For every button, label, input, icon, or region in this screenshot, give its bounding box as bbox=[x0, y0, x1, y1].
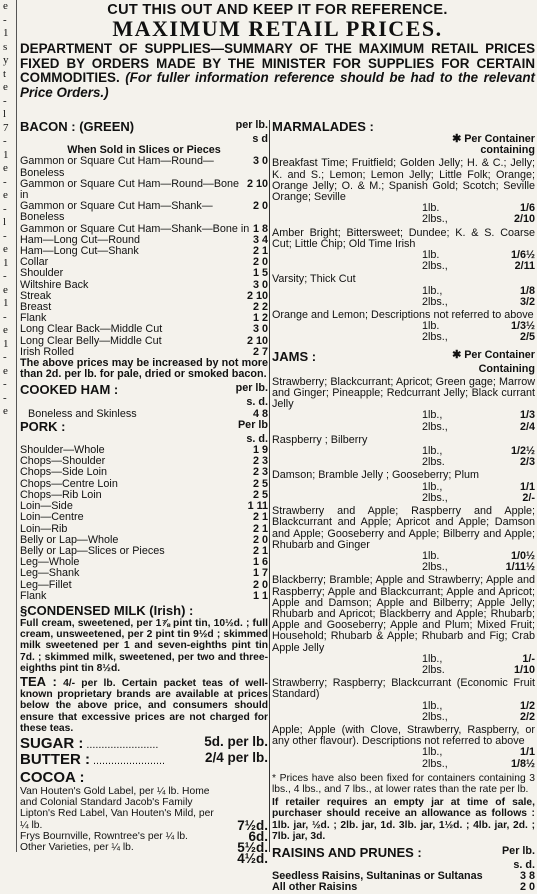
item-price: 2 5 bbox=[252, 488, 268, 501]
container-size-row bbox=[272, 297, 535, 308]
edge-letter: - bbox=[3, 94, 7, 107]
item-price: 2 3 bbox=[252, 466, 268, 479]
jams-list bbox=[272, 377, 535, 770]
item-name: Flank bbox=[20, 589, 47, 602]
jams-note-prices: * Prices have also been fixed for containers containing 3 lbs., 4 lbs., and 7 lbs., at lower rates than the rate per lb. bbox=[272, 772, 535, 795]
item-price: 1 8 bbox=[252, 222, 268, 235]
bacon-title: BACON : (GREEN) bbox=[20, 119, 135, 134]
item-name: Amber Bright; Bittersweet; Dundee; K. & S. Coarse Cut; Little Chip; Old Time Irish bbox=[272, 226, 535, 250]
item-name: Belly or Lap—Whole bbox=[20, 533, 119, 546]
marmalades-list bbox=[272, 158, 535, 343]
jams-header bbox=[272, 350, 535, 364]
item-name: Ham—Long Cut—Round bbox=[20, 233, 141, 246]
item-price: 2 0 bbox=[252, 533, 268, 546]
edge-letter: 1 bbox=[3, 297, 9, 309]
cocoa-title: COCOA : bbox=[20, 768, 85, 786]
item-price: 2 2 bbox=[252, 301, 268, 314]
container-size: 1lb., bbox=[422, 480, 443, 493]
item-name: Flank bbox=[20, 312, 47, 325]
container-size-row bbox=[272, 654, 535, 665]
item-name: Streak bbox=[20, 289, 52, 302]
item-price: 2 1 bbox=[252, 511, 268, 524]
cocoa-list bbox=[20, 785, 268, 867]
list-item bbox=[272, 435, 535, 469]
container-size-row bbox=[272, 493, 535, 504]
item-name: Loin—Centre bbox=[20, 511, 84, 524]
list-item bbox=[272, 377, 535, 433]
container-price: 1/1 bbox=[519, 480, 535, 493]
list-item bbox=[272, 575, 535, 676]
item-name: Chops—Shoulder bbox=[20, 455, 106, 468]
pork-sd: s. d. bbox=[246, 432, 268, 445]
container-size-row bbox=[272, 422, 535, 433]
container-size: 1lb. bbox=[422, 549, 440, 562]
item-price: 2 1 bbox=[252, 245, 268, 258]
container-size: 2lbs., bbox=[422, 710, 448, 723]
container-size: 1lb., bbox=[422, 699, 443, 712]
item-name: Apple; Apple (with Clove, Strawberry, Raspberry, or any other flavour). Descriptions not referred to above bbox=[272, 723, 535, 748]
list-item bbox=[272, 470, 535, 504]
item-price: 1 9 bbox=[252, 444, 268, 457]
list-item bbox=[272, 725, 535, 770]
container-price: 1/3 bbox=[519, 409, 535, 422]
container-size-row bbox=[272, 665, 535, 676]
container-size: 1lb., bbox=[422, 284, 443, 297]
bacon-list bbox=[20, 156, 268, 358]
page-title: MAXIMUM RETAIL PRICES. bbox=[112, 16, 443, 41]
jams-containing: Containing bbox=[478, 362, 535, 375]
item-price: 1 2 bbox=[252, 312, 268, 325]
edge-letter: 1 bbox=[3, 256, 9, 269]
item-name: Wiltshire Back bbox=[20, 278, 89, 291]
edge-letter: e bbox=[3, 189, 8, 201]
list-item bbox=[20, 591, 268, 602]
item-name: Damson; Bramble Jelly ; Gooseberry; Plum bbox=[272, 469, 480, 482]
item-price: 2 1 bbox=[252, 544, 268, 557]
item-name: Seedless Raisins, Sultaninas or Sultanas bbox=[272, 870, 483, 883]
container-size-row bbox=[272, 446, 535, 457]
container-price: 1/0½ bbox=[510, 549, 535, 562]
tea-title: TEA : bbox=[20, 673, 57, 689]
item-price: 3 8 bbox=[519, 870, 535, 883]
jams-note-jar: If retailer requires an empty jar at time of sale, purchaser should receive an allowance as follows : 1lb. jar, ½d. ; 2lb. jar, 1d. 3lb. jar, 1½d. ; 4lb. jar, 2d. ; 7lb. jar, 3d. bbox=[272, 797, 535, 842]
item-price: 2 10 bbox=[246, 289, 268, 302]
item-name: All other Raisins bbox=[272, 881, 358, 894]
item-name: Breakfast Time; Fruitfield; Golden Jelly; H. & C.; Jelly; K. and S.; Lemon; Lemon Jelly; Little Folk; Orange; Orange Jelly; O. & M.; Spanish Gold; Scotch; Seville Orange; Seville bbox=[272, 157, 535, 204]
edge-letter: - bbox=[3, 310, 7, 323]
list-item bbox=[272, 228, 535, 273]
item-price: 2 3 bbox=[252, 455, 268, 468]
cooked-ham-price: 4 8 bbox=[252, 407, 268, 420]
edge-letter: - bbox=[3, 378, 7, 390]
condensed-text: Full cream, sweetened, per 1⅞ pint tin, 10½d. ; full cream, unsweetened, per 2 pint tin 9½d ; skimmed milk sweetened per 1 and seven-eighths pint tin 7d. ; skimmed milk, sweetened, per two and three-eighths pint tin 8½d. bbox=[20, 617, 268, 674]
container-size-row bbox=[272, 321, 535, 332]
edge-letter: e bbox=[3, 364, 8, 377]
item-price: 3 0 bbox=[252, 278, 268, 291]
edge-letter: 1 bbox=[3, 148, 9, 161]
container-size: 2lbs., bbox=[422, 295, 448, 308]
container-size-row bbox=[272, 203, 535, 214]
edge-letter: e bbox=[3, 405, 8, 417]
cooked-ham-header bbox=[20, 383, 268, 397]
cooked-ham-sd: s. d. bbox=[246, 396, 268, 409]
container-size: 2lbs., bbox=[422, 561, 448, 574]
bacon-note: The above prices may be increased by not more than 2d. per lb. for pale, dried or smoked bacon. bbox=[20, 357, 268, 381]
container-size: 1lb. bbox=[422, 249, 440, 262]
container-size-row bbox=[272, 551, 535, 562]
list-item bbox=[20, 201, 268, 223]
list-item bbox=[272, 274, 535, 308]
raisins-sd: s. d. bbox=[513, 858, 535, 871]
container-size-row bbox=[272, 482, 535, 493]
item-price: 4½d. bbox=[237, 851, 268, 867]
container-price: 2/11 bbox=[514, 260, 535, 273]
container-price: 1/6 bbox=[519, 202, 535, 215]
item-price: 2 5 bbox=[252, 477, 268, 490]
container-size-row bbox=[272, 250, 535, 261]
cooked-ham-title: COOKED HAM : bbox=[20, 382, 119, 398]
list-item bbox=[20, 512, 268, 523]
item-price: 2 0 bbox=[252, 200, 268, 213]
bacon-sd: s d bbox=[252, 133, 268, 145]
edge-letter: l bbox=[3, 108, 7, 120]
container-size: 1lb., bbox=[422, 746, 443, 759]
edge-letter: e bbox=[3, 324, 8, 336]
container-price: 1/3½ bbox=[510, 320, 535, 333]
container-size: 2lbs., bbox=[422, 491, 448, 504]
marmalades-containing: containing bbox=[480, 144, 535, 157]
container-price: 2/5 bbox=[519, 331, 535, 344]
item-name: Raspberry ; Bilberry bbox=[272, 433, 368, 446]
edge-letter: e bbox=[3, 162, 8, 174]
item-name: Irish Rolled bbox=[20, 345, 75, 358]
list-item bbox=[20, 828, 268, 844]
container-price: 1/8½ bbox=[510, 757, 535, 770]
kicker: CUT THIS OUT AND KEEP IT FOR REFERENCE. bbox=[107, 2, 448, 18]
item-price: 3 0 bbox=[252, 155, 268, 168]
container-size-row bbox=[272, 701, 535, 712]
pork-unit: Per lb bbox=[237, 418, 268, 431]
item-name: Collar bbox=[20, 256, 49, 269]
list-item bbox=[20, 268, 268, 279]
list-item bbox=[20, 246, 268, 257]
bacon-sub: When Sold in Slices or Pieces bbox=[67, 144, 221, 157]
left-column bbox=[20, 119, 268, 867]
item-name: Breast bbox=[20, 301, 52, 314]
list-item bbox=[20, 467, 268, 478]
list-item bbox=[20, 179, 268, 201]
sugar-dots: ........................ bbox=[86, 738, 159, 751]
item-name: Chops—Rib Loin bbox=[20, 488, 102, 501]
marmalades-percont: ✱ Per Container bbox=[452, 133, 535, 145]
container-price: 2/2 bbox=[519, 710, 535, 723]
container-size-row bbox=[272, 759, 535, 770]
container-size-row bbox=[272, 286, 535, 297]
item-name: Leg—Whole bbox=[20, 556, 80, 569]
edge-letter: y bbox=[3, 54, 9, 66]
pork-header bbox=[20, 420, 268, 434]
item-name: Strawberry; Blackcurrant; Apricot; Green gage; Marrow and Ginger; Pineapple; Redcurrant Jelly; Black currant Jelly bbox=[272, 375, 535, 411]
container-price: 2/3 bbox=[519, 456, 535, 469]
container-size: 2lbs. bbox=[422, 663, 445, 676]
item-price: 1 11 bbox=[247, 500, 268, 513]
container-size: 1lb. bbox=[422, 202, 440, 215]
raisins-list bbox=[272, 871, 535, 893]
pork-list bbox=[20, 445, 268, 602]
edge-letter: - bbox=[3, 202, 7, 215]
edge-letter: 7 bbox=[3, 121, 9, 134]
item-name: Frys Bournville, Rowntree's per ¼ lb. bbox=[20, 830, 188, 842]
list-item bbox=[20, 291, 268, 302]
list-item bbox=[20, 851, 268, 867]
butter-title: BUTTER : bbox=[20, 750, 90, 768]
container-price: 1/8 bbox=[519, 284, 535, 297]
edge-letter: - bbox=[3, 13, 7, 26]
edge-letter: e bbox=[3, 81, 8, 93]
edge-letter: 1 bbox=[3, 27, 9, 39]
torn-edge-column bbox=[0, 0, 17, 852]
container-price: 3/2 bbox=[519, 295, 535, 308]
list-item bbox=[272, 310, 535, 344]
list-item bbox=[20, 568, 268, 579]
pork-title: PORK : bbox=[20, 418, 66, 434]
item-name: Chops—Side Loin bbox=[20, 466, 108, 479]
bacon-unit: per lb. bbox=[235, 119, 268, 131]
item-name: Van Houten's Gold Label, per ¼ lb. Home and Colonial Standard Jacob's Family Lipton's Red Label, Van Houten's Mild, per ¼ lb. bbox=[20, 785, 214, 831]
raisins-title: RAISINS AND PRUNES : bbox=[272, 844, 422, 860]
item-name: Leg—Shank bbox=[20, 567, 80, 580]
item-price: 2 0 bbox=[252, 256, 268, 269]
item-name: Gammon or Square Cut Ham—Shank—Bone in bbox=[20, 222, 250, 235]
container-price: 2/4 bbox=[519, 420, 535, 433]
item-name: Shoulder bbox=[20, 267, 64, 280]
marmalades-title: MARMALADES : bbox=[272, 119, 374, 134]
raisins-header bbox=[272, 846, 535, 860]
list-item bbox=[20, 156, 268, 178]
container-price: 1/6½ bbox=[510, 249, 535, 262]
edge-letter: - bbox=[3, 270, 7, 282]
item-price: 2 10 bbox=[246, 334, 268, 347]
item-price: 6d. bbox=[248, 828, 268, 844]
item-name: Shoulder—Whole bbox=[20, 444, 105, 457]
item-price: 2 1 bbox=[252, 522, 268, 535]
container-price: 1/- bbox=[522, 652, 535, 665]
item-name: Varsity; Thick Cut bbox=[272, 273, 356, 286]
item-price: 2 10 bbox=[246, 177, 268, 190]
item-price: 3 0 bbox=[252, 323, 268, 336]
edge-letter: - bbox=[3, 135, 7, 147]
container-size: 1lb., bbox=[422, 445, 443, 458]
container-price: 2/10 bbox=[513, 213, 535, 226]
container-size-row bbox=[272, 747, 535, 758]
container-price: 1/1 bbox=[519, 746, 535, 759]
tea-text: 4/- per lb. Certain packet teas of well-known proprietary brands are available at prices below the above price, and consumers should ensure that excessive prices are not charged for these teas. bbox=[20, 677, 268, 734]
container-price: 1/10 bbox=[513, 663, 535, 676]
item-name: Gammon or Square Cut Ham—Shank—Boneless bbox=[20, 200, 213, 224]
item-price: 2 0 bbox=[519, 881, 535, 894]
cooked-ham-item: Boneless and Skinless bbox=[28, 407, 137, 420]
container-size: 1lb. bbox=[422, 320, 440, 333]
intro-italic: (For fuller information reference should be had to the relevant Price Orders.) bbox=[20, 70, 535, 100]
butter-dots: ........................ bbox=[93, 754, 165, 767]
sugar-price: 5d. per lb. bbox=[204, 733, 268, 749]
item-name: Chops—Centre Loin bbox=[20, 477, 118, 490]
edge-letter: t bbox=[3, 67, 7, 80]
container-size: 2lbs., bbox=[422, 757, 448, 770]
container-price: 1/2½ bbox=[510, 445, 535, 458]
edge-letter: 1 bbox=[3, 337, 9, 350]
container-size: 2lbs., bbox=[422, 213, 448, 226]
container-size-row bbox=[272, 261, 535, 272]
list-item bbox=[20, 302, 268, 313]
list-item bbox=[272, 882, 535, 893]
list-item bbox=[272, 506, 535, 573]
item-name: Loin—Side bbox=[20, 500, 73, 513]
list-item bbox=[20, 786, 268, 831]
item-name: Long Clear Back—Middle Cut bbox=[20, 323, 163, 336]
item-name: Strawberry; Raspberry; Blackcurrant (Economic Fruit Standard) bbox=[272, 677, 535, 701]
raisins-unit: Per lb. bbox=[501, 844, 535, 857]
item-name: Strawberry and Apple; Raspberry and Apple; Blackcurrant and Apple; Apricot and Apple; Damson and Apple; Gooseberry and Apple; Bilberry and Apple; Rhubarb and Ginger bbox=[272, 505, 535, 551]
item-price: 1 7 bbox=[252, 567, 268, 580]
item-price: 1 5 bbox=[252, 267, 268, 280]
container-size: 2lbs., bbox=[422, 420, 448, 433]
jams-percont: ✱ Per Container bbox=[452, 348, 535, 361]
list-item bbox=[272, 158, 535, 225]
cooked-ham-unit: per lb. bbox=[235, 382, 268, 395]
butter-price: 2/4 per lb. bbox=[204, 749, 268, 765]
container-price: 2/- bbox=[522, 491, 535, 504]
item-name: Long Clear Belly—Middle Cut bbox=[20, 334, 162, 347]
item-name: Belly or Lap—Slices or Pieces bbox=[20, 544, 165, 557]
container-size: 2lbs. bbox=[422, 456, 445, 469]
edge-letter: e bbox=[3, 243, 8, 255]
butter-row bbox=[20, 749, 268, 768]
item-price: 7½d. bbox=[237, 817, 268, 833]
sugar-title: SUGAR : bbox=[20, 734, 84, 752]
column-divider bbox=[269, 120, 270, 852]
item-price: 3 4 bbox=[252, 233, 268, 246]
list-item bbox=[272, 678, 535, 723]
intro bbox=[20, 42, 535, 100]
item-price: 2 0 bbox=[252, 578, 268, 591]
edge-letter: e bbox=[3, 0, 8, 12]
list-item bbox=[20, 580, 268, 591]
container-size-row bbox=[272, 332, 535, 343]
item-name: Ham—Long Cut—Shank bbox=[20, 245, 139, 258]
item-name: Blackberry; Bramble; Apple and Strawberry; Apple and Raspberry; Apple and Blackcurrant; Apple and Apricot; Apple and Damson; Apple and Bilberry; Apple Jelly; Rhubarb and Apricot; Blackberry and Apple; Rhubarb; Apple and Gooseberry; Apple and Plum; Mixed Fruit; Household; Rhubarb & Apple; Rhubarb and Fig; Crab Apple Jelly bbox=[272, 574, 535, 654]
container-size-row bbox=[272, 712, 535, 723]
container-size: 1lb., bbox=[422, 409, 443, 422]
tea-block bbox=[20, 675, 268, 734]
container-price: 1/11½ bbox=[505, 561, 535, 574]
item-name: Other Varieties, per ¼ lb. bbox=[20, 841, 134, 853]
container-size: 2lbs., bbox=[422, 260, 448, 273]
container-price: 1/2 bbox=[519, 699, 535, 712]
bacon-header bbox=[20, 120, 268, 134]
container-size-row bbox=[272, 410, 535, 421]
intro-bold: DEPARTMENT OF SUPPLIES—SUMMARY OF THE MAXIMUM RETAIL PRICES FIXED BY ORDERS MADE BY THE MINISTER FOR SUPPLIES FOR CERTAIN COMMODITIES. bbox=[20, 41, 535, 85]
container-size-row bbox=[272, 457, 535, 468]
edge-letter: - bbox=[3, 351, 7, 363]
list-item bbox=[20, 324, 268, 335]
container-size: 1lb., bbox=[422, 652, 443, 665]
item-name: Orange and Lemon; Descriptions not referred to above bbox=[272, 309, 534, 322]
item-name: Loin—Rib bbox=[20, 522, 68, 535]
item-price: 1 6 bbox=[252, 556, 268, 569]
item-name: Leg—Fillet bbox=[20, 578, 72, 591]
list-item bbox=[20, 280, 268, 291]
list-item bbox=[20, 839, 268, 855]
item-name: Gammon or Square Cut Ham—Round—Boneless bbox=[20, 155, 214, 179]
jams-title: JAMS : bbox=[272, 348, 317, 364]
edge-letter: - bbox=[3, 175, 7, 188]
edge-letter: l bbox=[3, 216, 7, 228]
item-name: Gammon or Square Cut Ham—Round—Bone in bbox=[20, 177, 240, 202]
edge-letter: s bbox=[3, 40, 8, 53]
edge-letter: e bbox=[3, 283, 8, 296]
container-size-row bbox=[272, 214, 535, 225]
item-price: 1 1 bbox=[252, 589, 268, 602]
condensed-title: §CONDENSED MILK (Irish) : bbox=[20, 602, 194, 618]
item-price: 5½d. bbox=[237, 839, 268, 855]
container-size: 2lbs., bbox=[422, 331, 448, 344]
container-size-row bbox=[272, 562, 535, 573]
edge-letter: - bbox=[3, 229, 7, 242]
edge-letter: - bbox=[3, 391, 7, 404]
right-column bbox=[272, 120, 535, 894]
item-price: 2 7 bbox=[252, 345, 268, 358]
